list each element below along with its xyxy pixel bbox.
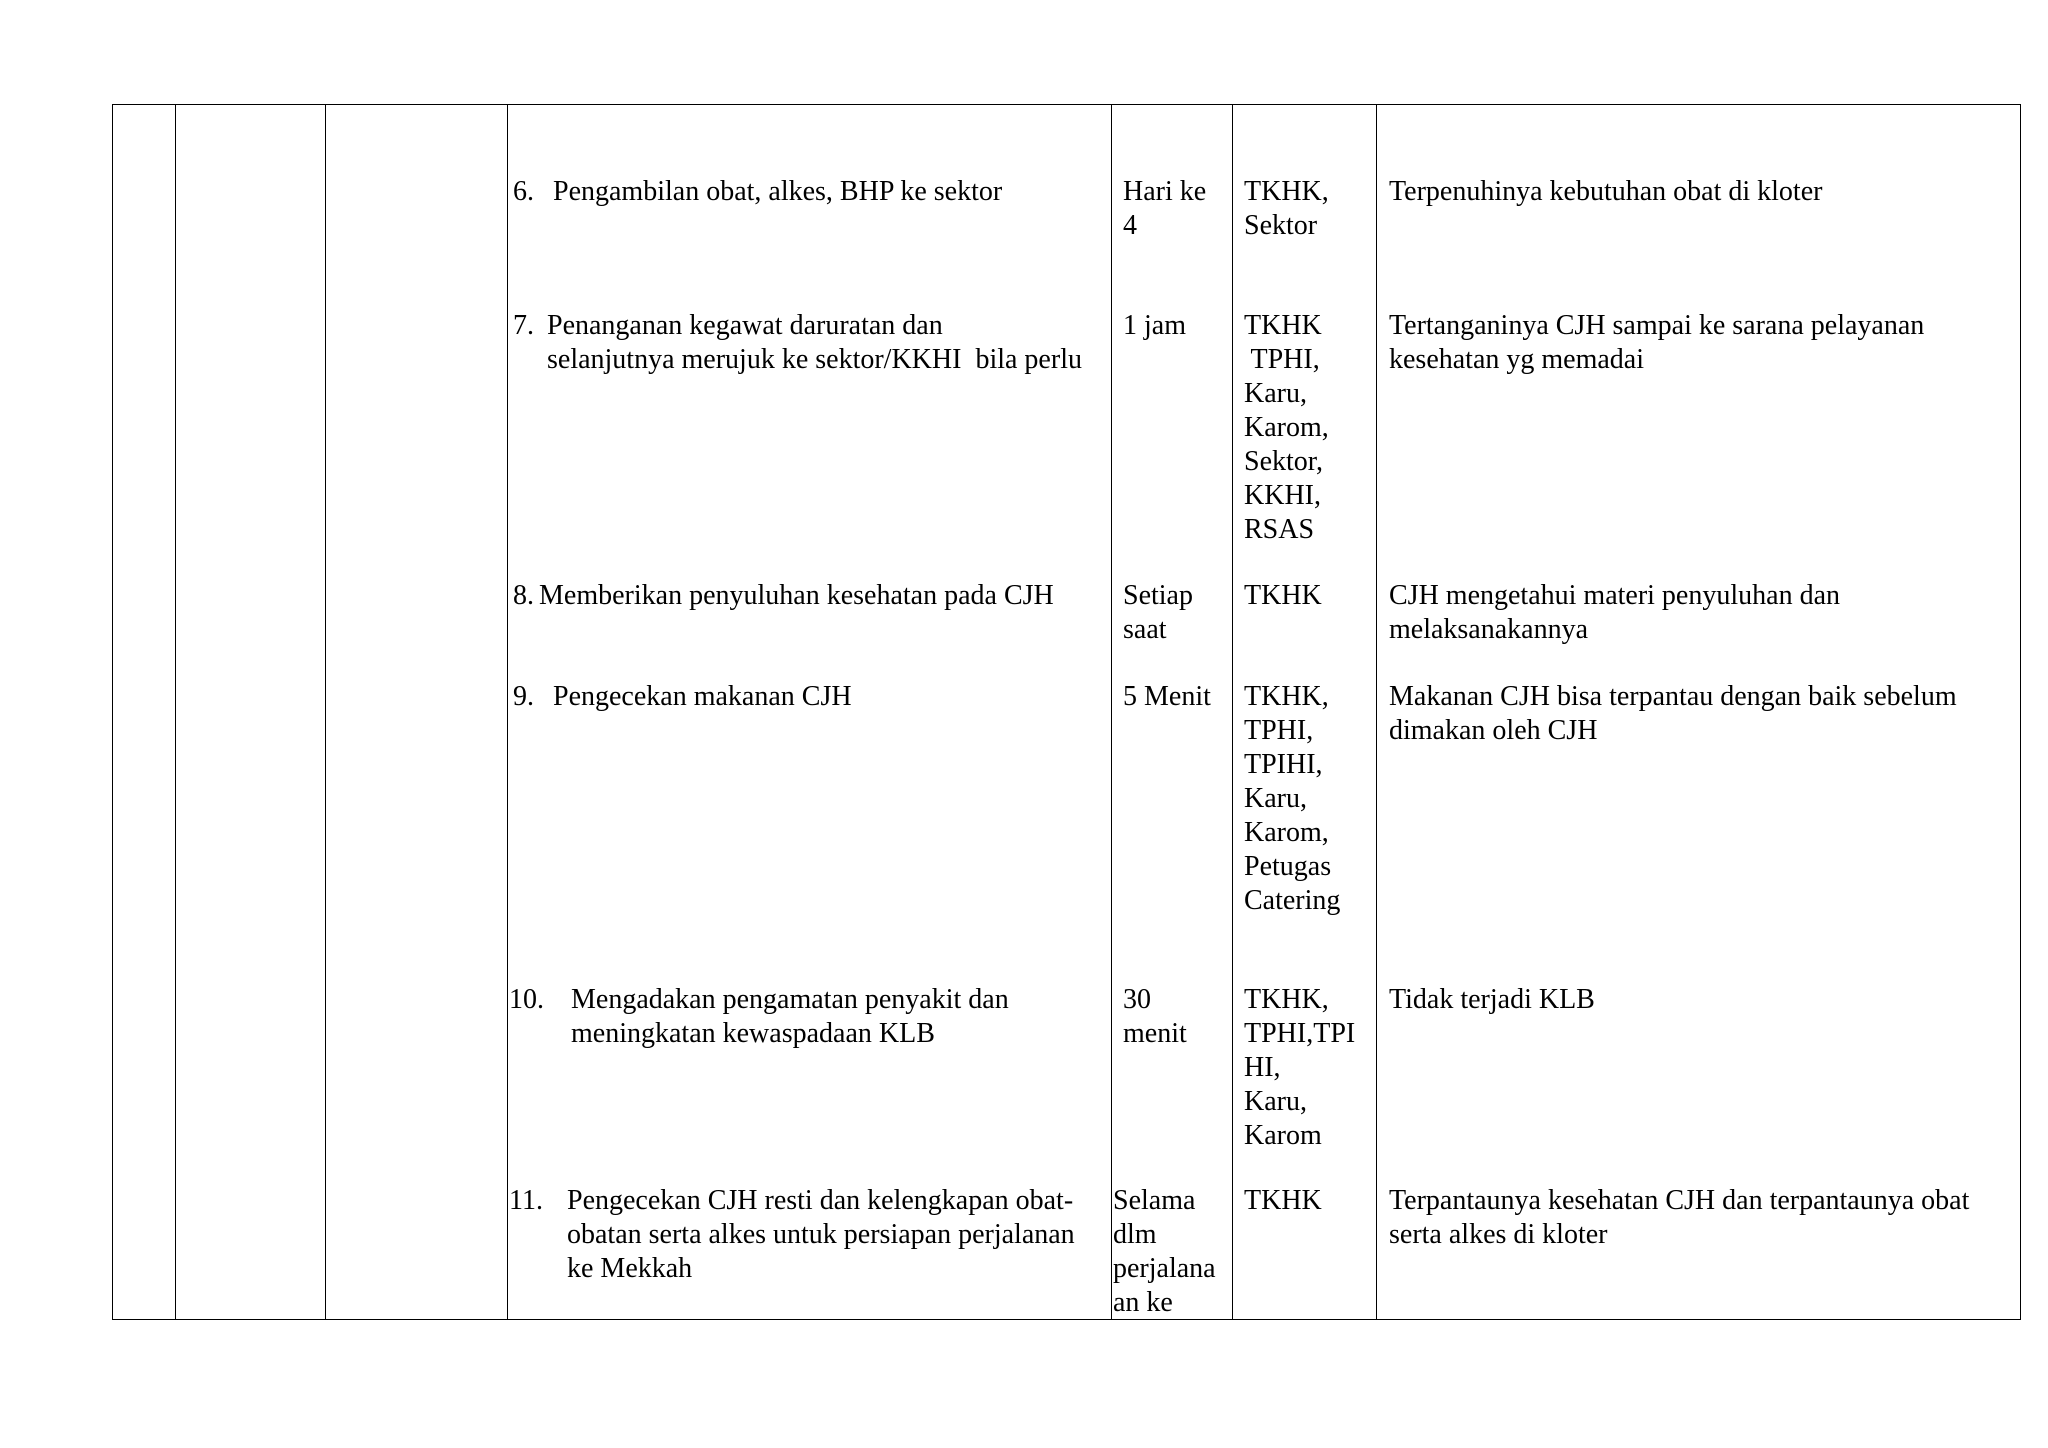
cell-line: TKHK, [1244,681,1329,712]
column-divider [1376,105,1377,1319]
cell-line: Karom [1244,1120,1322,1151]
step-number: 6. [513,176,534,207]
cell-line: Karu, [1244,378,1307,409]
cell-line: TPHI,TPI [1244,1018,1356,1049]
cell-line: Selama [1113,1185,1196,1216]
cell-line: ke Mekkah [567,1253,693,1284]
cell-line: Karom, [1244,412,1329,443]
cell-line: KKHI, [1244,480,1321,511]
cell-line: Terpantaunya kesehatan CJH dan terpantaunya obat [1389,1185,1970,1216]
cell-line: selanjutnya merujuk ke sektor/KKHI bila perlu [547,344,1082,375]
cell-line: TKHK [1244,310,1322,341]
cell-line: TPIHI, [1244,749,1323,780]
column-divider [1232,105,1233,1319]
cell-line: TKHK [1244,1185,1322,1216]
cell-line: Makanan CJH bisa terpantau dengan baik sebelum [1389,681,1957,712]
cell-line: Karu, [1244,1086,1307,1117]
cell-line: saat [1123,614,1167,645]
cell-line: kesehatan yg memadai [1389,344,1645,375]
cell-line: RSAS [1244,514,1315,545]
document-table [112,104,2021,1320]
cell-line: meningkatan kewaspadaan KLB [571,1018,935,1049]
cell-line: Sektor, [1244,446,1323,477]
step-number: 8. [513,580,534,611]
cell-line: Tertanganinya CJH sampai ke sarana pelayanan [1389,310,1925,341]
step-number: 7. [513,310,534,341]
cell-line: Petugas [1244,851,1332,882]
step-number: 11. [509,1185,543,1216]
cell-line: dimakan oleh CJH [1389,715,1598,746]
time-text [1123,579,1193,647]
step-number: 10. [509,984,544,1015]
time-text [1113,1184,1216,1320]
time-text [1123,680,1211,714]
responsible-text [1244,1184,1322,1218]
responsible-text [1244,579,1322,613]
cell-line: Penanganan kegawat daruratan dan [547,310,943,341]
column-divider [1111,105,1112,1319]
outcome-text [1389,680,1957,748]
step-number: 9. [513,681,534,712]
cell-line: HI, [1244,1052,1281,1083]
activity-text [553,175,1002,209]
cell-line: dlm [1113,1219,1157,1250]
cell-line: Pengecekan CJH resti dan kelengkapan obat- [567,1185,1074,1216]
cell-line: Catering [1244,885,1341,916]
outcome-text [1389,309,1924,377]
cell-line: Memberikan penyuluhan kesehatan pada CJH [539,580,1054,611]
cell-line: Hari ke [1123,176,1207,207]
responsible-text [1244,983,1355,1153]
cell-line: 30 [1123,984,1151,1015]
cell-line: TPHI, [1244,715,1314,746]
cell-line: 1 jam [1123,310,1186,341]
cell-line: 5 Menit [1123,681,1211,712]
cell-line: TPHI, [1244,344,1320,375]
cell-line: Karom, [1244,817,1329,848]
cell-line: Setiap [1123,580,1193,611]
cell-line: Sektor [1244,210,1318,241]
cell-line: melaksanakannya [1389,614,1589,645]
outcome-text [1389,1184,1969,1252]
activity-text [567,1184,1075,1286]
outcome-text [1389,983,1595,1017]
time-text [1123,309,1186,343]
cell-line: obatan serta alkes untuk persiapan perjalanan [567,1219,1075,1250]
cell-line: 4 [1123,210,1137,241]
cell-line: menit [1123,1018,1187,1049]
cell-line: Mengadakan pengamatan penyakit dan [571,984,1009,1015]
cell-line: perjalana [1113,1253,1216,1284]
cell-line: Terpenuhinya kebutuhan obat di kloter [1389,176,1823,207]
responsible-text [1244,680,1340,918]
cell-line: TKHK, [1244,984,1329,1015]
cell-line: Karu, [1244,783,1307,814]
time-text [1123,983,1187,1051]
column-divider [507,105,508,1319]
outcome-text [1389,175,1822,209]
column-divider [175,105,176,1319]
activity-text [571,983,1009,1051]
time-text [1123,175,1206,243]
cell-line: Pengecekan makanan CJH [553,681,852,712]
cell-line: CJH mengetahui materi penyuluhan dan [1389,580,1840,611]
outcome-text [1389,579,1840,647]
responsible-text [1244,309,1329,547]
activity-text [539,579,1054,613]
responsible-text [1244,175,1329,243]
cell-line: an ke [1113,1287,1173,1318]
cell-line: Pengambilan obat, alkes, BHP ke sektor [553,176,1003,207]
cell-line: TKHK [1244,580,1322,611]
cell-line: Tidak terjadi KLB [1389,984,1595,1015]
cell-line: serta alkes di kloter [1389,1219,1608,1250]
activity-text [547,309,1082,377]
column-divider [325,105,326,1319]
cell-line: TKHK, [1244,176,1329,207]
activity-text [553,680,852,714]
